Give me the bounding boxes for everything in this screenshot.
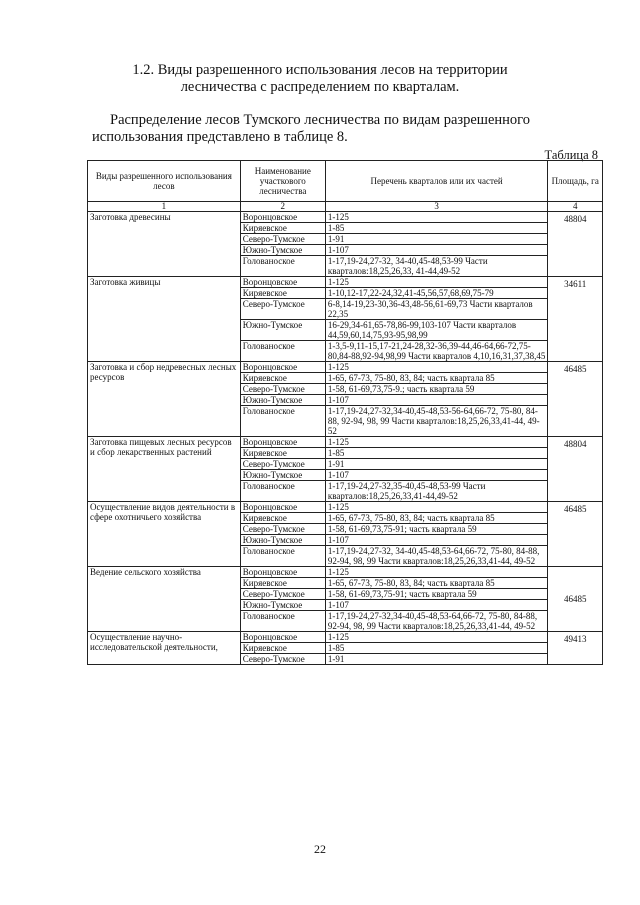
forestry-cell: Северо-Тумское bbox=[240, 299, 325, 320]
quarters-cell: 1-91 bbox=[325, 234, 548, 245]
forestry-cell: Голованоское bbox=[240, 481, 325, 502]
quarters-cell: 1-85 bbox=[325, 643, 548, 654]
quarters-cell: 1-125 bbox=[325, 212, 548, 223]
heading-line-2: лесничества с распределением по кварталам. bbox=[180, 79, 460, 95]
quarters-cell: 1-107 bbox=[325, 245, 548, 256]
quarters-cell: 1-85 bbox=[325, 448, 548, 459]
forestry-cell: Киряевское bbox=[240, 643, 325, 654]
quarters-cell: 1-125 bbox=[325, 362, 548, 373]
forestry-cell: Воронцовское bbox=[240, 502, 325, 513]
table-row bbox=[88, 567, 603, 578]
use-type-cell: Ведение сельского хозяйства bbox=[88, 567, 241, 632]
forestry-cell: Киряевское bbox=[240, 448, 325, 459]
quarters-cell: 1-65, 67-73, 75-80, 83, 84; часть квартала 85 bbox=[325, 513, 548, 524]
area-cell: 48804 bbox=[548, 437, 603, 502]
forestry-cell: Голованоское bbox=[240, 611, 325, 632]
quarters-cell: 1-107 bbox=[325, 470, 548, 481]
quarters-cell: 1-107 bbox=[325, 395, 548, 406]
area-cell: 46485 bbox=[548, 362, 603, 437]
forestry-cell: Воронцовское bbox=[240, 632, 325, 643]
use-type-cell: Заготовка и сбор недревесных лесных ресурсов bbox=[88, 362, 241, 437]
forestry-cell: Воронцовское bbox=[240, 212, 325, 223]
forestry-cell: Воронцовское bbox=[240, 362, 325, 373]
quarters-cell: 1-17,19-24,27-32,34-40,45-48,53-64,66-72, 75-80, 84-88, 92-94, 98, 99 Части кварталов:18,25,26,33,41-44, 49-52 bbox=[325, 611, 548, 632]
quarters-cell: 1-17,19-24,27-32, 34-40,45-48,53-99 Части кварталов:18,25,26,33, 41-44,49-52 bbox=[325, 256, 548, 277]
forestry-cell: Киряевское bbox=[240, 578, 325, 589]
quarters-cell: 1-107 bbox=[325, 535, 548, 546]
quarters-cell: 1-17,19-24,27-32,34-40,45-48,53-56-64,66-72, 75-80, 84-88, 92-94, 98, 99 Части кварталов:18,25,26,33,41-44, 49-52 bbox=[325, 406, 548, 437]
area-cell: 46485 bbox=[548, 502, 603, 567]
intro-paragraph: Распределение лесов Тумского лесничества по видам разрешенного использования представлено в таблице 8. bbox=[92, 112, 530, 145]
section-heading bbox=[0, 62, 640, 96]
forestry-cell: Северо-Тумское bbox=[240, 384, 325, 395]
quarters-cell: 1-58, 61-69,73,75-91; часть квартала 59 bbox=[325, 524, 548, 535]
forestry-cell: Воронцовское bbox=[240, 567, 325, 578]
quarters-cell: 1-125 bbox=[325, 502, 548, 513]
col-header-forestry: Наименование участкового лесничества bbox=[240, 161, 325, 202]
forestry-cell: Южно-Тумское bbox=[240, 245, 325, 256]
forestry-cell: Воронцовское bbox=[240, 277, 325, 288]
forestry-cell: Северо-Тумское bbox=[240, 654, 325, 665]
forestry-cell: Северо-Тумское bbox=[240, 234, 325, 245]
forestry-cell: Северо-Тумское bbox=[240, 459, 325, 470]
quarters-cell: 1-91 bbox=[325, 459, 548, 470]
use-type-cell: Заготовка пищевых лесных ресурсов и сбор лекарственных растений bbox=[88, 437, 241, 502]
forestry-cell: Киряевское bbox=[240, 288, 325, 299]
col-header-use-type: Виды разрешенного использования лесов bbox=[88, 161, 241, 202]
quarters-cell: 1-91 bbox=[325, 654, 548, 665]
quarters-cell: 1-58, 61-69,73,75-91; часть квартала 59 bbox=[325, 589, 548, 600]
use-type-cell: Заготовка древесины bbox=[88, 212, 241, 277]
quarters-cell: 1-17,19-24,27-32, 34-40,45-48,53-64,66-72, 75-80, 84-88, 92-94, 98, 99 Части кварталов:18,25,26,33,41-44, 49-52 bbox=[325, 546, 548, 567]
col-header-quarters: Перечень кварталов или их частей bbox=[325, 161, 548, 202]
forestry-cell: Северо-Тумское bbox=[240, 524, 325, 535]
table-row bbox=[88, 502, 603, 513]
quarters-cell: 1-17,19-24,27-32,35-40,45-48,53-99 Части кварталов:18,25,26,33,41-44,49-52 bbox=[325, 481, 548, 502]
col-number: 3 bbox=[325, 202, 548, 212]
forestry-cell: Южно-Тумское bbox=[240, 535, 325, 546]
area-cell: 48804 bbox=[548, 212, 603, 277]
table-header-row bbox=[88, 161, 603, 202]
quarters-cell: 1-107 bbox=[325, 600, 548, 611]
quarters-cell: 1-125 bbox=[325, 277, 548, 288]
use-type-cell: Осуществление видов деятельности в сфере охотничьего хозяйства bbox=[88, 502, 241, 567]
forestry-cell: Северо-Тумское bbox=[240, 589, 325, 600]
use-type-cell: Заготовка живицы bbox=[88, 277, 241, 362]
col-number: 4 bbox=[548, 202, 603, 212]
forestry-cell: Киряевское bbox=[240, 223, 325, 234]
table-row bbox=[88, 437, 603, 448]
forestry-cell: Воронцовское bbox=[240, 437, 325, 448]
area-cell: 34611 bbox=[548, 277, 603, 362]
quarters-cell: 1-125 bbox=[325, 437, 548, 448]
heading-line-1: 1.2. Виды разрешенного использования лесов на территории bbox=[132, 62, 508, 78]
quarters-cell: 1-58, 61-69,73,75-9.; часть квартала 59 bbox=[325, 384, 548, 395]
forest-use-table bbox=[87, 160, 603, 665]
quarters-cell: 1-3,5-9,11-15,17-21,24-28,32-36,39-44,46-64,66-72,75-80,84-88,92-94,98,99 Части кварталов 4,10,16,31,37,38,45 bbox=[325, 341, 548, 362]
col-header-area: Площадь, га bbox=[548, 161, 603, 202]
forestry-cell: Голованоское bbox=[240, 406, 325, 437]
quarters-cell: 1-85 bbox=[325, 223, 548, 234]
forestry-cell: Киряевское bbox=[240, 373, 325, 384]
use-type-cell: Осуществление научно-исследовательской деятельности, bbox=[88, 632, 241, 665]
forestry-cell: Южно-Тумское bbox=[240, 470, 325, 481]
table-body bbox=[88, 212, 603, 665]
forestry-cell: Южно-Тумское bbox=[240, 600, 325, 611]
col-number: 1 bbox=[88, 202, 241, 212]
table-caption: Таблица 8 bbox=[544, 148, 598, 162]
area-cell: 49413 bbox=[548, 632, 603, 665]
column-number-row bbox=[88, 202, 603, 212]
forestry-cell: Киряевское bbox=[240, 513, 325, 524]
forestry-cell: Южно-Тумское bbox=[240, 395, 325, 406]
table-row bbox=[88, 632, 603, 643]
quarters-cell: 6-8,14-19,23-30,36-43,48-56,61-69,73 Части кварталов 22,35 bbox=[325, 299, 548, 320]
forestry-cell: Голованоское bbox=[240, 256, 325, 277]
area-cell: 46485 bbox=[548, 567, 603, 632]
table-row bbox=[88, 277, 603, 288]
quarters-cell: 1-65, 67-73, 75-80, 83, 84; часть квартала 85 bbox=[325, 578, 548, 589]
quarters-cell: 1-65, 67-73, 75-80, 83, 84; часть квартала 85 bbox=[325, 373, 548, 384]
quarters-cell: 1-10,12-17,22-24,32,41-45,56,57,68,69,75-79 bbox=[325, 288, 548, 299]
page-number: 22 bbox=[314, 842, 326, 856]
quarters-cell: 16-29,34-61,65-78,86-99,103-107 Части кварталов 44,59,60,14,75,93-95,98,99 bbox=[325, 320, 548, 341]
table-row bbox=[88, 362, 603, 373]
quarters-cell: 1-125 bbox=[325, 632, 548, 643]
table-row bbox=[88, 212, 603, 223]
col-number: 2 bbox=[240, 202, 325, 212]
forestry-cell: Голованоское bbox=[240, 546, 325, 567]
forestry-cell: Южно-Тумское bbox=[240, 320, 325, 341]
forestry-cell: Голованоское bbox=[240, 341, 325, 362]
quarters-cell: 1-125 bbox=[325, 567, 548, 578]
